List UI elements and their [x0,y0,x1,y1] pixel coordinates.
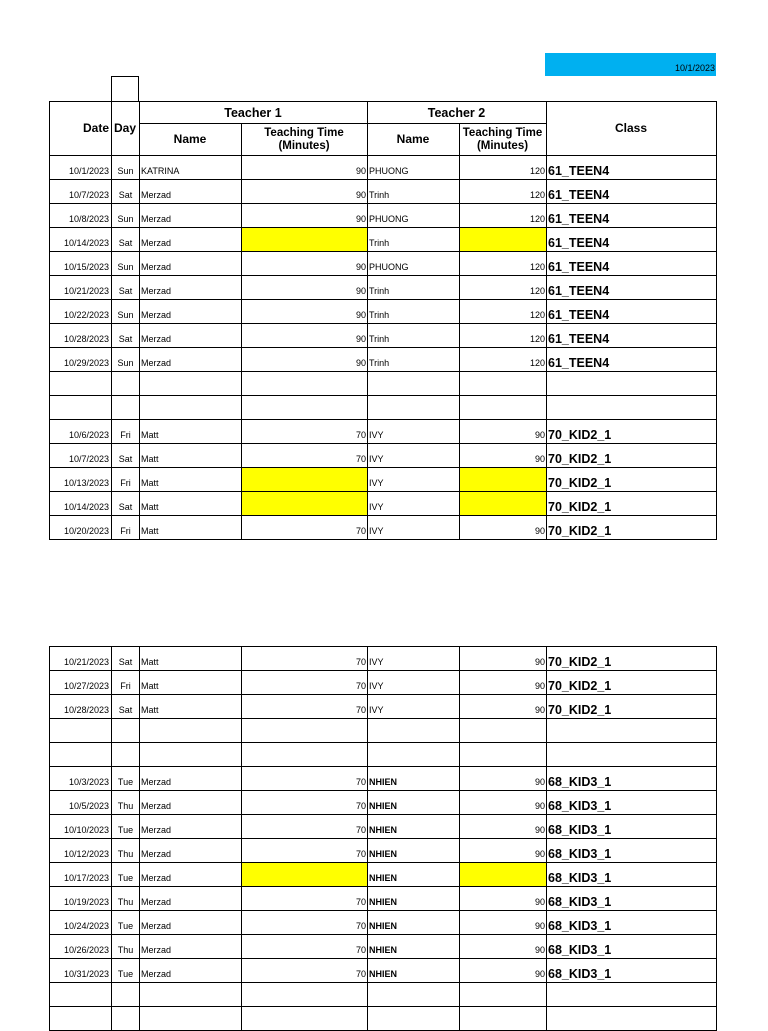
teacher2-time-cell: 120 [529,334,545,344]
teacher1-time-cell: 90 [355,358,366,368]
teacher2-time-cell: 90 [534,454,545,464]
day-cell: Fri [120,526,131,536]
date-cell: 10/5/2023 [68,801,109,811]
teacher2-name-cell: NHIEN [369,921,398,931]
class-cell: 70_KID2_1 [548,499,612,514]
teacher1-name-cell: Matt [141,657,159,667]
teacher1-time-cell: 70 [355,921,366,931]
day-cell: Sat [118,657,133,667]
day-cell: Sun [117,214,134,224]
teacher2-name-cell: IVY [369,657,384,667]
teacher2-name-cell: NHIEN [369,873,398,883]
teacher2-name-cell: NHIEN [369,849,398,859]
header-teacher1-time: Teaching Time (Minutes) [264,127,344,152]
teacher1-name-cell: Matt [141,478,159,488]
class-cell: 70_KID2_1 [548,523,612,538]
teacher1-time-cell: 70 [355,801,366,811]
day-cell: Sun [117,310,134,320]
class-cell: 68_KID3_1 [548,942,612,957]
day-cell: Thu [117,897,134,907]
date-cell: 10/31/2023 [63,969,109,979]
date-cell: 10/1/2023 [68,166,109,176]
teacher1-time-cell: 90 [355,190,366,200]
teacher1-name-cell: Merzad [141,214,172,224]
teacher1-time-cell: 90 [355,334,366,344]
date-cell: 10/26/2023 [63,945,109,955]
teacher2-name-cell: IVY [369,705,384,715]
date-cell: 10/28/2023 [63,705,109,715]
teacher2-time-cell: 90 [534,681,545,691]
date-cell: 10/20/2023 [63,526,109,536]
teacher2-time-cell: 90 [534,430,545,440]
date-cell: 10/22/2023 [63,310,109,320]
teacher2-time-cell: 120 [529,310,545,320]
teacher2-name-cell: IVY [369,526,384,536]
teacher1-name-cell: KATRINA [141,166,180,176]
teacher2-name-cell: NHIEN [369,777,398,787]
teacher1-time-cell: 90 [355,310,366,320]
date-cell: 10/14/2023 [63,238,109,248]
date-cell: 10/6/2023 [68,430,109,440]
day-cell: Thu [117,945,134,955]
teacher1-name-cell: Merzad [141,801,172,811]
teacher1-name-cell: Merzad [141,849,172,859]
teacher1-name-cell: Merzad [141,190,172,200]
day-cell: Sat [118,705,133,715]
date-cell: 10/28/2023 [63,334,109,344]
teacher2-name-cell: NHIEN [369,897,398,907]
date-cell: 10/8/2023 [68,214,109,224]
class-cell: 70_KID2_1 [548,451,612,466]
teacher1-name-cell: Merzad [141,873,172,883]
date-cell: 10/3/2023 [68,777,109,787]
date-cell: 10/27/2023 [63,681,109,691]
grid-hline [49,371,717,372]
teacher2-name-cell: PHUONG [369,214,409,224]
day-cell: Tue [117,921,134,931]
class-cell: 61_TEEN4 [548,355,610,370]
teacher2-name-cell: NHIEN [369,969,398,979]
header-class: Class [614,120,648,135]
date-cell: 10/7/2023 [68,190,109,200]
header-teacher1-name: Name [173,132,207,147]
teacher2-name-cell: IVY [369,430,384,440]
teacher1-time-cell [242,228,367,251]
teacher2-name-cell: IVY [369,478,384,488]
day-cell: Fri [120,681,131,691]
teacher2-name-cell: PHUONG [369,262,409,272]
date-cell: 10/14/2023 [63,502,109,512]
teacher2-name-cell: PHUONG [369,166,409,176]
class-cell: 70_KID2_1 [548,475,612,490]
header-teacher2-time: Teaching Time (Minutes) [462,127,543,152]
day-cell: Tue [117,825,134,835]
teacher1-name-cell: Merzad [141,238,172,248]
teacher1-time-cell: 70 [355,681,366,691]
header-teacher1: Teacher 1 [224,106,282,121]
teacher2-time-cell: 90 [534,526,545,536]
teacher2-name-cell: IVY [369,454,384,464]
day-cell: Sun [117,358,134,368]
day-cell: Thu [117,801,134,811]
teacher1-name-cell: Merzad [141,897,172,907]
teacher2-time-cell [460,863,546,886]
teacher1-name-cell: Matt [141,430,159,440]
date-cell: 10/10/2023 [63,825,109,835]
teacher2-time-cell: 90 [534,897,545,907]
teacher2-name-cell: Trinh [369,310,390,320]
class-cell: 70_KID2_1 [548,678,612,693]
date-cell: 10/17/2023 [63,873,109,883]
teacher2-time-cell: 120 [529,190,545,200]
day-cell: Sun [117,262,134,272]
grid-hline [49,982,717,983]
teacher1-time-cell: 70 [355,945,366,955]
teacher2-time-cell [460,492,546,515]
spacer-cell [111,76,139,101]
date-cell: 10/29/2023 [63,358,109,368]
teacher1-time-cell: 90 [355,262,366,272]
date-banner [545,53,716,76]
teacher1-name-cell: Merzad [141,777,172,787]
teacher2-time-cell: 120 [529,262,545,272]
grid-vline [716,101,717,540]
date-cell: 10/13/2023 [63,478,109,488]
date-cell: 10/19/2023 [63,897,109,907]
class-cell: 68_KID3_1 [548,870,612,885]
teacher1-name-cell: Merzad [141,358,172,368]
teacher1-time-cell: 90 [355,286,366,296]
teacher2-name-cell: Trinh [369,190,390,200]
teacher1-time-cell: 70 [355,849,366,859]
class-cell: 61_TEEN4 [548,235,610,250]
class-cell: 61_TEEN4 [548,211,610,226]
class-cell: 68_KID3_1 [548,894,612,909]
class-cell: 68_KID3_1 [548,822,612,837]
grid-hline [49,1006,717,1007]
header-day: Day [113,120,136,135]
class-cell: 61_TEEN4 [548,163,610,178]
teacher1-name-cell: Merzad [141,334,172,344]
day-cell: Tue [117,873,134,883]
teacher1-name-cell: Merzad [141,310,172,320]
teacher1-name-cell: Merzad [141,945,172,955]
teacher1-time-cell: 70 [355,825,366,835]
teacher2-name-cell: NHIEN [369,801,398,811]
date-cell: 10/24/2023 [63,921,109,931]
teacher1-name-cell: Matt [141,526,159,536]
class-cell: 70_KID2_1 [548,702,612,717]
teacher1-name-cell: Matt [141,502,159,512]
teacher2-name-cell: IVY [369,681,384,691]
teacher1-time-cell: 70 [355,705,366,715]
day-cell: Sat [118,238,133,248]
class-cell: 68_KID3_1 [548,966,612,981]
teacher2-time-cell: 90 [534,849,545,859]
class-cell: 61_TEEN4 [548,307,610,322]
header-teacher2-name: Name [396,132,430,147]
class-cell: 70_KID2_1 [548,427,612,442]
teacher2-name-cell: Trinh [369,286,390,296]
date-cell: 10/21/2023 [63,657,109,667]
day-cell: Sat [118,454,133,464]
teacher1-time-cell: 70 [355,657,366,667]
header-date: Date [82,120,109,135]
teacher2-name-cell: Trinh [369,358,390,368]
teacher1-name-cell: Merzad [141,969,172,979]
teacher2-name-cell: Trinh [369,238,390,248]
grid-hline [49,395,717,396]
teacher1-name-cell: Merzad [141,286,172,296]
day-cell: Tue [117,969,134,979]
teacher2-name-cell: IVY [369,502,384,512]
day-cell: Fri [120,478,131,488]
teacher2-time-cell: 90 [534,705,545,715]
teacher2-time-cell: 90 [534,801,545,811]
teacher1-time-cell: 70 [355,526,366,536]
teacher2-time-cell: 90 [534,969,545,979]
day-cell: Tue [117,777,134,787]
teacher2-name-cell: NHIEN [369,825,398,835]
banner-date: 10/1/2023 [674,63,715,73]
teacher2-time-cell: 120 [529,214,545,224]
teacher2-time-cell: 90 [534,921,545,931]
teacher1-time-cell: 70 [355,454,366,464]
class-cell: 70_KID2_1 [548,654,612,669]
teacher1-time-cell: 70 [355,969,366,979]
grid-hline [49,742,717,743]
day-cell: Sun [117,166,134,176]
day-cell: Sat [118,502,133,512]
teacher1-name-cell: Matt [141,681,159,691]
class-cell: 61_TEEN4 [548,187,610,202]
grid-hline [49,718,717,719]
day-cell: Sat [118,190,133,200]
teacher2-time-cell: 120 [529,286,545,296]
teacher1-time-cell: 90 [355,166,366,176]
teacher1-time-cell [242,492,367,515]
day-cell: Thu [117,849,134,859]
teacher1-time-cell: 70 [355,430,366,440]
class-cell: 61_TEEN4 [548,331,610,346]
teacher2-time-cell: 120 [529,166,545,176]
class-cell: 68_KID3_1 [548,846,612,861]
day-cell: Sat [118,334,133,344]
teacher1-name-cell: Matt [141,454,159,464]
teacher1-time-cell: 70 [355,777,366,787]
date-cell: 10/21/2023 [63,286,109,296]
date-cell: 10/12/2023 [63,849,109,859]
teacher2-time-cell: 90 [534,945,545,955]
teacher2-time-cell: 120 [529,358,545,368]
teacher2-time-cell: 90 [534,657,545,667]
date-cell: 10/7/2023 [68,454,109,464]
teacher2-name-cell: Trinh [369,334,390,344]
teacher1-name-cell: Merzad [141,825,172,835]
day-cell: Fri [120,430,131,440]
teacher1-name-cell: Merzad [141,262,172,272]
teacher2-time-cell: 90 [534,825,545,835]
header-teacher2: Teacher 2 [427,106,486,121]
teacher2-time-cell: 90 [534,777,545,787]
class-cell: 68_KID3_1 [548,774,612,789]
class-cell: 61_TEEN4 [548,259,610,274]
teacher1-time-cell: 70 [355,897,366,907]
teacher2-name-cell: NHIEN [369,945,398,955]
teacher1-time-cell: 90 [355,214,366,224]
class-cell: 68_KID3_1 [548,918,612,933]
class-cell: 68_KID3_1 [548,798,612,813]
date-cell: 10/15/2023 [63,262,109,272]
grid-hline [49,539,717,540]
teacher1-name-cell: Merzad [141,921,172,931]
teacher1-time-cell [242,468,367,491]
teacher1-name-cell: Matt [141,705,159,715]
teacher1-time-cell [242,863,367,886]
day-cell: Sat [118,286,133,296]
class-cell: 61_TEEN4 [548,283,610,298]
teacher2-time-cell [460,468,546,491]
teacher2-time-cell [460,228,546,251]
